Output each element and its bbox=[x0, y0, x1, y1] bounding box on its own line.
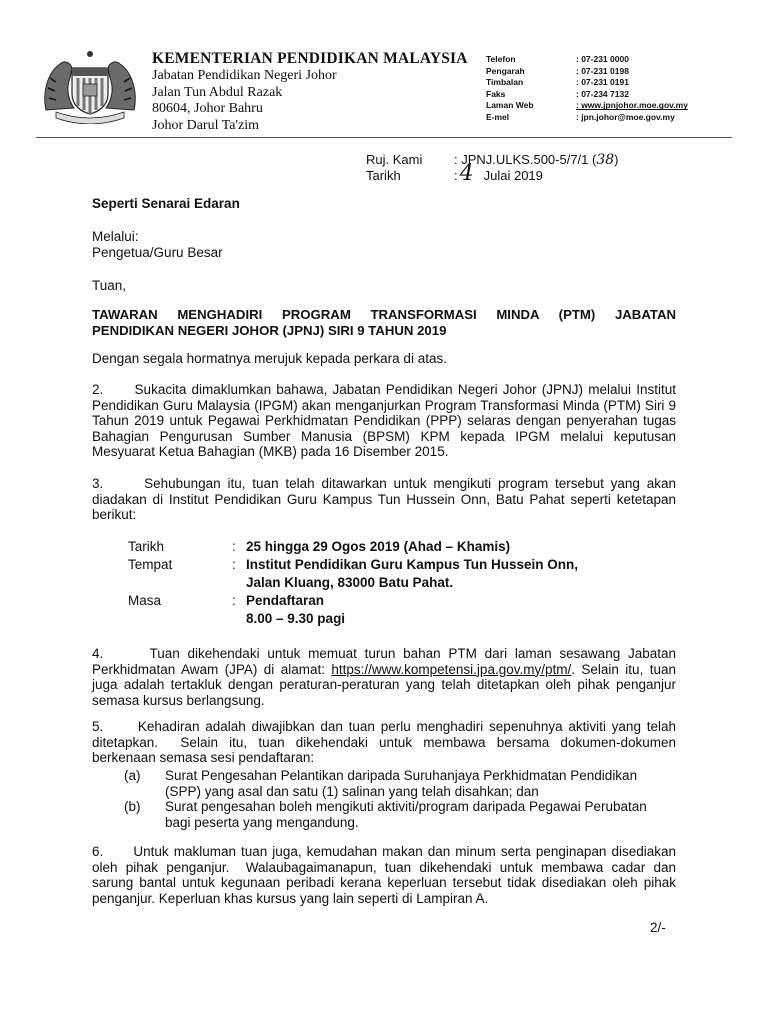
handwritten-day: 4 bbox=[459, 161, 474, 186]
paragraph-3: 3. Sehubungan itu, tuan telah ditawarkan untuk mengikuti program tersebut yang akan diadakan di Institut Pendidikan Guru Kampus Tun Hussein Onn, Batu Pahat seperti ketetapan berikut: bbox=[92, 476, 680, 522]
subject bbox=[92, 307, 676, 338]
list-text: Surat pengesahan boleh mengikuti aktiviti/program daripada Pegawai Perubatan bagi peserta yang mengandung. bbox=[165, 799, 647, 830]
schedule-row: Tempat : Institut Pendidikan Guru Kampus Tun Hussein Onn, bbox=[128, 557, 579, 572]
schedule-value: 8.00 – 9.30 pagi bbox=[246, 611, 346, 626]
letterhead-address bbox=[152, 50, 468, 134]
schedule-row: Tarikh : 25 hingga 29 Ogos 2019 (Ahad – Khamis) bbox=[128, 539, 511, 554]
schedule bbox=[128, 538, 578, 628]
handwritten-number: 38 bbox=[596, 152, 615, 168]
coat-of-arms-icon bbox=[40, 48, 140, 124]
ministry-name: KEMENTERIAN PENDIDIKAN MALAYSIA bbox=[152, 50, 468, 67]
list-item bbox=[124, 768, 676, 799]
contact-label: Telefon bbox=[486, 54, 516, 64]
contact-row bbox=[486, 100, 688, 112]
contact-value: : 07-231 0000 bbox=[576, 54, 629, 64]
contact-row bbox=[486, 54, 688, 66]
reference-block bbox=[366, 152, 619, 184]
contact-row bbox=[486, 77, 688, 89]
date-label: Tarikh bbox=[366, 168, 401, 183]
contact-label: Timbalan bbox=[486, 77, 524, 88]
date-value: :4 Julai 2019 bbox=[454, 161, 543, 186]
contact-label: E-mel bbox=[486, 111, 510, 122]
contact-row bbox=[486, 66, 688, 78]
reference-label: Ruj. Kami bbox=[366, 152, 423, 167]
contact-row bbox=[486, 89, 688, 101]
contact-value: : 07-231 0191 bbox=[576, 77, 629, 88]
schedule-label: Tarikh bbox=[128, 539, 165, 554]
paragraph-6: 6. Untuk makluman tuan juga, kemudahan makan dan minum serta penginapan disediakan oleh pihak penganjur. Walaubagaimanapun, tuan dikehendaki untuk membawa cadar dan sarung bantal untuk kegunaan peribadi kerana keperluan tersebut tidak disediakan oleh pihak penganjur. Keperluan khas kursus yang lain seperti di Lampiran A. bbox=[92, 844, 680, 906]
address-line: Jabatan Pendidikan Negeri Johor bbox=[152, 68, 337, 83]
recipient: Seperti Senarai Edaran bbox=[92, 196, 240, 211]
contact-label: Laman Web bbox=[486, 100, 534, 111]
paragraph-5: 5. Kehadiran adalah diwajibkan dan tuan perlu menghadiri sepenuhnya aktiviti yang telah ditetapkan. Selain itu, tuan dikehendaki untuk membawa bersama dokumen-dokumen berkenaan semasa sesi pendaftaran: bbox=[92, 719, 680, 765]
paragraph-2: 2. Sukacita dimaklumkan bahawa, Jabatan Pendidikan Negeri Johor (JPNJ) melalui Institut Pendidikan Guru Malaysia (IPGM) akan menganjurkan Program Transformasi Minda (PTM) Siri 9 Tahun 2019 untuk Pegawai Perkhidmatan Pendidikan (PPP) selaras dengan penyerahan tugas Bahagian Pengurusan Sumber Manusia (BPSM) KPM kepada IPGM melalui keputusan Mesyuarat Ketua Bahagian (MKB) pada 16 Disember 2015. bbox=[92, 382, 680, 459]
reference-value: : JPNJ.ULKS.500-5/7/1 (38) bbox=[454, 152, 619, 168]
date-row bbox=[366, 161, 619, 186]
email-link[interactable]: : jpn.johor@moe.gov.my bbox=[576, 111, 675, 122]
schedule-row bbox=[128, 574, 578, 592]
list-item bbox=[124, 799, 676, 830]
paragraph-4: 4. Tuan dikehendaki untuk memuat turun bahan PTM dari laman sesawang Jabatan Perkhidmatan Awam (JPA) di alamat: https://www.kompetensi.jpa.gov.my/ptm/. Selain itu, tuan juga adalah tertakluk dengan peraturan-peraturan yang telah ditetapkan oleh pihak penganjur semasa kursus berlangsung. bbox=[92, 646, 680, 708]
contact-label: Faks bbox=[486, 88, 506, 99]
schedule-row bbox=[128, 610, 578, 628]
subject-line: PENDIDIKAN NEGERI JOHOR (JPNJ) SIRI 9 TAHUN 2019 bbox=[92, 322, 447, 338]
schedule-label: Masa bbox=[128, 593, 162, 608]
schedule-label: Tempat bbox=[128, 557, 173, 572]
address-line: 80604, Johor Bahru bbox=[152, 101, 263, 116]
schedule-value: Pendaftaran bbox=[246, 593, 325, 608]
jpa-link[interactable]: https://www.kompetensi.jpa.gov.my/ptm/ bbox=[331, 661, 572, 677]
via-value: Pengetua/Guru Besar bbox=[92, 245, 223, 260]
schedule-value: 25 hingga 29 Ogos 2019 (Ahad – Khamis) bbox=[246, 539, 511, 554]
address-line: Jalan Tun Abdul Razak bbox=[152, 84, 283, 100]
page-number: 2/- bbox=[650, 920, 666, 935]
contact-value: : 07-231 0198 bbox=[576, 65, 629, 76]
subject-line: TAWARAN MENGHADIRI PROGRAM TRANSFORMASI MINDA (PTM) JABATAN bbox=[92, 307, 676, 322]
contact-label: Pengarah bbox=[486, 65, 525, 76]
website-link[interactable]: : www.jpnjohor.moe.gov.my bbox=[576, 100, 688, 111]
opening-paragraph: Dengan segala hormatnya merujuk kepada perkara di atas. bbox=[92, 351, 447, 366]
schedule-row: Masa : Pendaftaran bbox=[128, 593, 325, 608]
contact-row bbox=[486, 112, 688, 124]
document-list bbox=[124, 768, 676, 830]
reference-row bbox=[366, 152, 619, 168]
list-marker: (a) bbox=[124, 768, 141, 783]
salutation: Tuan, bbox=[92, 278, 127, 293]
contact-block bbox=[486, 54, 688, 124]
contact-value: : 07-234 7132 bbox=[576, 88, 629, 99]
via-label: Melalui: bbox=[92, 229, 139, 244]
address-line: Johor Darul Ta'zim bbox=[152, 117, 260, 133]
list-text: Surat Pengesahan Pelantikan daripada Suruhanjaya Perkhidmatan Pendidikan (SPP) yang asal dan satu (1) salinan yang telah disahkan; dan bbox=[165, 768, 638, 799]
schedule-value: Institut Pendidikan Guru Kampus Tun Hussein Onn, bbox=[246, 557, 579, 572]
list-marker: (b) bbox=[124, 799, 141, 814]
schedule-value: Jalan Kluang, 83000 Batu Pahat. bbox=[246, 575, 454, 590]
letterhead-divider bbox=[36, 137, 732, 138]
